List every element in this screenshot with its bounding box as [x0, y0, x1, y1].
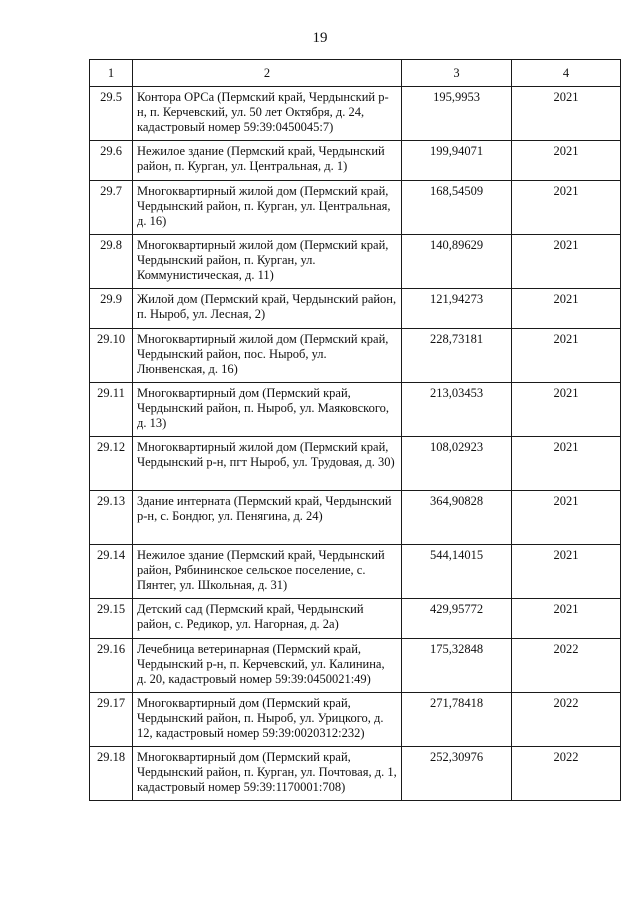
- table-row: [90, 181, 621, 235]
- table-row: [90, 329, 621, 383]
- column-header-1: 1: [90, 60, 133, 87]
- object-name: Лечебница ветеринарная (Пермский край, Чердынский р-н, п. Керчевский, ул. Калинина, д. 20, кадастровый номер 59:39:0450021:49): [133, 639, 402, 693]
- object-year: 2021: [512, 545, 621, 599]
- object-year: 2021: [512, 235, 621, 289]
- object-name: Многоквартирный дом (Пермский край, Чердынский район, п. Ныроб, ул. Маяковского, д. 13): [133, 383, 402, 437]
- object-value: 175,32848: [402, 639, 512, 693]
- object-value: 364,90828: [402, 491, 512, 545]
- object-year: 2022: [512, 639, 621, 693]
- table-row: [90, 693, 621, 747]
- column-header-4: 4: [512, 60, 621, 87]
- table-row: [90, 639, 621, 693]
- object-value: 544,14015: [402, 545, 512, 599]
- table-row: [90, 383, 621, 437]
- object-year: 2021: [512, 491, 621, 545]
- object-name: Многоквартирный жилой дом (Пермский край, Чердынский район, п. Курган, ул. Центральная, д. 16): [133, 181, 402, 235]
- row-number: 29.18: [90, 747, 133, 801]
- row-number: 29.12: [90, 437, 133, 491]
- object-year: 2021: [512, 383, 621, 437]
- table-row: [90, 599, 621, 639]
- object-year: 2021: [512, 181, 621, 235]
- object-year: 2021: [512, 599, 621, 639]
- object-value: 108,02923: [402, 437, 512, 491]
- object-value: 121,94273: [402, 289, 512, 329]
- column-header-3: 3: [402, 60, 512, 87]
- row-number: 29.17: [90, 693, 133, 747]
- object-value: 168,54509: [402, 181, 512, 235]
- object-name: Многоквартирный жилой дом (Пермский край, Чердынский район, пос. Ныроб, ул. Люнвенская, д. 16): [133, 329, 402, 383]
- object-year: 2021: [512, 329, 621, 383]
- table-row: [90, 437, 621, 491]
- object-value: 271,78418: [402, 693, 512, 747]
- object-value: 199,94071: [402, 141, 512, 181]
- table-row: [90, 87, 621, 141]
- row-number: 29.14: [90, 545, 133, 599]
- table-row: [90, 141, 621, 181]
- property-table: [89, 59, 621, 801]
- table-row: [90, 747, 621, 801]
- object-value: 429,95772: [402, 599, 512, 639]
- table-row: [90, 289, 621, 329]
- object-name: Многоквартирный дом (Пермский край, Чердынский район, п. Ныроб, ул. Урицкого, д. 12, кадастровый номер 59:39:0020312:232): [133, 693, 402, 747]
- object-name: Жилой дом (Пермский край, Чердынский район, п. Ныроб, ул. Лесная, 2): [133, 289, 402, 329]
- row-number: 29.9: [90, 289, 133, 329]
- row-number: 29.7: [90, 181, 133, 235]
- table-row: [90, 491, 621, 545]
- row-number: 29.16: [90, 639, 133, 693]
- object-value: 140,89629: [402, 235, 512, 289]
- object-name: Нежилое здание (Пермский край, Чердынский район, Рябининское сельское поселение, с. Пянтег, ул. Школьная, д. 31): [133, 545, 402, 599]
- row-number: 29.11: [90, 383, 133, 437]
- object-value: 195,9953: [402, 87, 512, 141]
- row-number: 29.5: [90, 87, 133, 141]
- row-number: 29.15: [90, 599, 133, 639]
- row-number: 29.6: [90, 141, 133, 181]
- object-name: Многоквартирный дом (Пермский край, Чердынский район, п. Курган, ул. Почтовая, д. 1, кадастровый номер 59:39:1170001:708): [133, 747, 402, 801]
- object-name: Здание интерната (Пермский край, Чердынский р-н, с. Бондюг, ул. Пенягина, д. 24): [133, 491, 402, 545]
- object-name: Детский сад (Пермский край, Чердынский район, с. Редикор, ул. Нагорная, д. 2а): [133, 599, 402, 639]
- object-name: Нежилое здание (Пермский край, Чердынский район, п. Курган, ул. Центральная, д. 1): [133, 141, 402, 181]
- object-value: 228,73181: [402, 329, 512, 383]
- table-row: [90, 545, 621, 599]
- table-header-row: [90, 60, 621, 87]
- object-year: 2021: [512, 437, 621, 491]
- object-year: 2022: [512, 747, 621, 801]
- object-name: Многоквартирный жилой дом (Пермский край, Чердынский р-н, пгт Ныроб, ул. Трудовая, д. 30): [133, 437, 402, 491]
- object-name: Контора ОРСа (Пермский край, Чердынский р-н, п. Керчевский, ул. 50 лет Октября, д. 24, кадастровый номер 59:39:0450045:7): [133, 87, 402, 141]
- row-number: 29.8: [90, 235, 133, 289]
- object-year: 2021: [512, 87, 621, 141]
- row-number: 29.10: [90, 329, 133, 383]
- object-name: Многоквартирный жилой дом (Пермский край, Чердынский район, п. Курган, ул. Коммунистическая, д. 11): [133, 235, 402, 289]
- object-value: 252,30976: [402, 747, 512, 801]
- row-number: 29.13: [90, 491, 133, 545]
- object-value: 213,03453: [402, 383, 512, 437]
- page-number: 19: [312, 30, 328, 46]
- table-row: [90, 235, 621, 289]
- object-year: 2021: [512, 289, 621, 329]
- column-header-2: 2: [133, 60, 402, 87]
- object-year: 2021: [512, 141, 621, 181]
- object-year: 2022: [512, 693, 621, 747]
